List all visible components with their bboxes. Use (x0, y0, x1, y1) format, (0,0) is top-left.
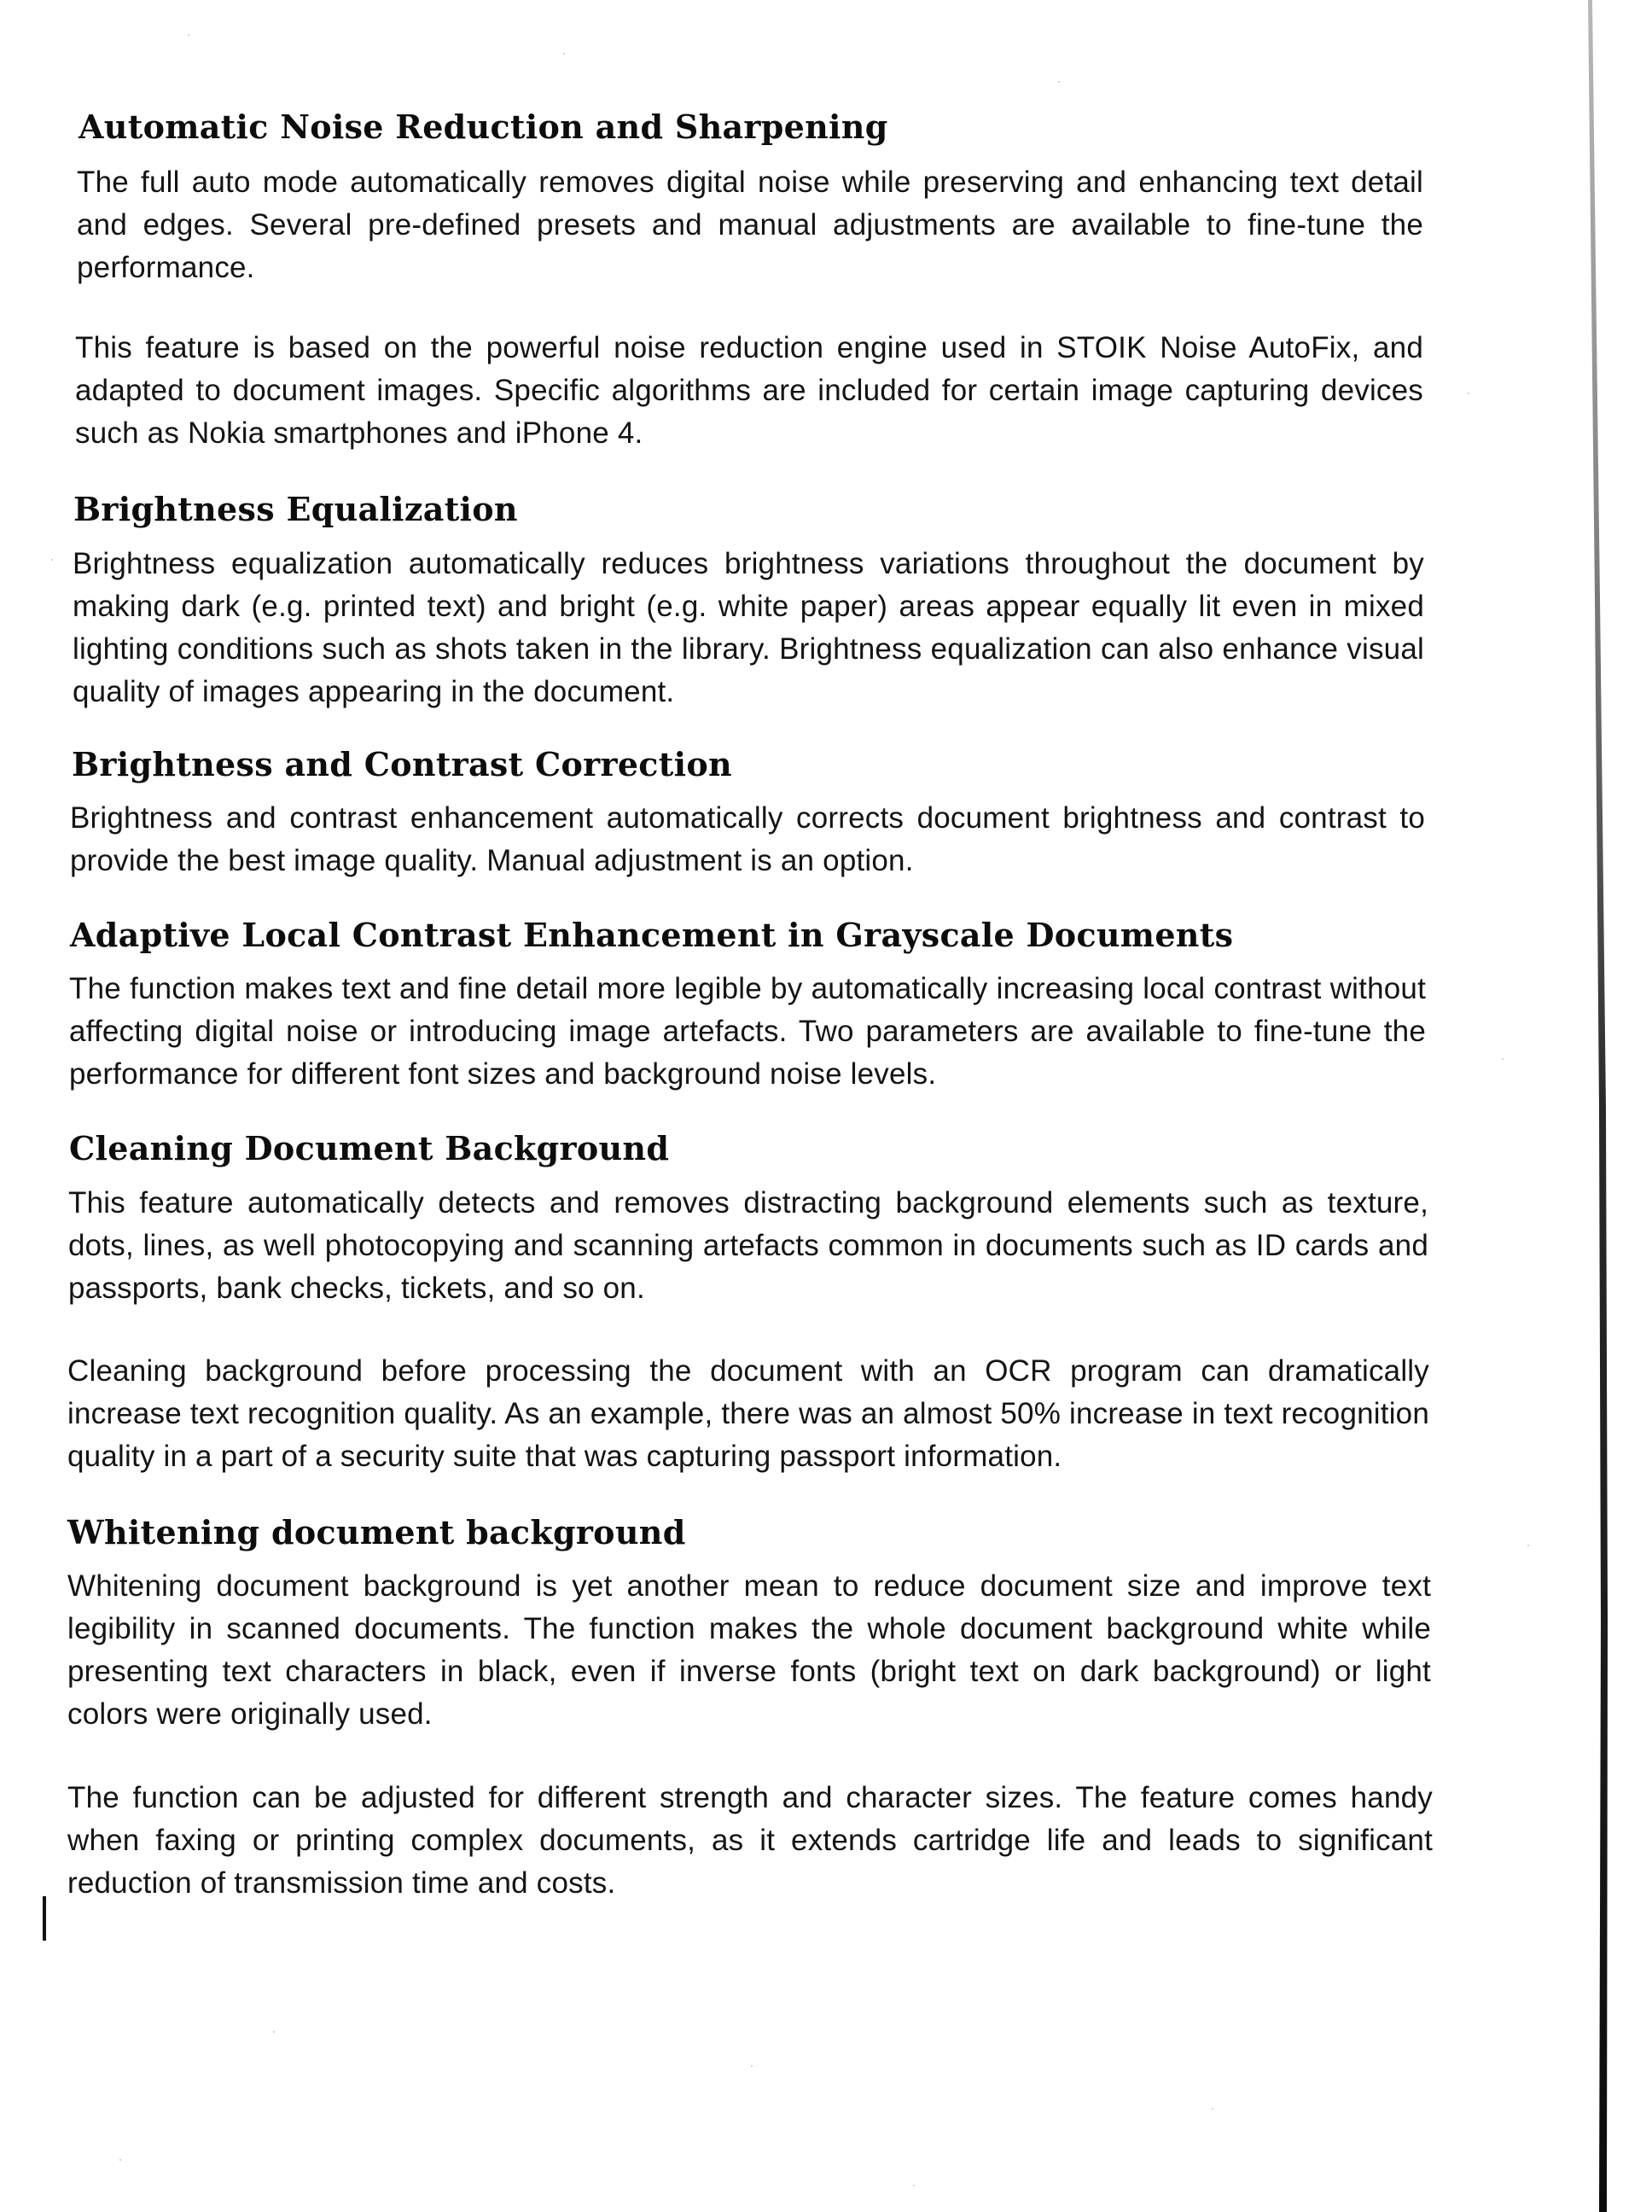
paragraph-cleaning-background-1: This feature automatically detects and removes distracting background elements such as texture, dots, lines, as well photocopying and scanning artefacts common in documents such as ID cards and passports, bank checks, tickets, and so on. (68, 1186, 1428, 1305)
section-heading-whitening-background: Whitening document background (67, 1513, 686, 1551)
paragraph-brightness-contrast: Brightness and contrast enhancement automatically corrects document brightness and contrast to provide the best image quality. Manual adjustment is an option. (70, 801, 1425, 877)
paragraph-whitening-background-2: The function can be adjusted for different strength and character sizes. The feature comes handy when faxing or printing complex documents, as it extends cartridge life and leads to significant reduction of transmission time and costs. (67, 1781, 1433, 1900)
section-heading-cleaning-background: Cleaning Document Background (69, 1129, 670, 1167)
paragraph-cleaning-background-2: Cleaning background before processing the document with an OCR program can dramatically increase text recognition quality. As an example, there was an almost 50% increase in text recognition quality in a part of a security suite that was capturing passport information. (67, 1354, 1429, 1473)
paragraph-whitening-background-1: Whitening document background is yet another mean to reduce document size and improve text legibility in scanned documents. The function makes the whole document background white while presenting text characters in black, even if inverse fonts (bright text on dark background) or light colors were originally used. (67, 1569, 1431, 1731)
paragraph-noise-reduction-2: This feature is based on the powerful noise reduction engine used in STOIK Noise AutoFix, and adapted to document images. Specific algorithms are included for certain image capturing devices such as Nokia smartphones and iPhone 4. (75, 331, 1423, 450)
paragraph-adaptive-local-contrast: The function makes text and fine detail more legible by automatically increasing local contrast without affecting digital noise or introducing image artefacts. Two parameters are available to fine-tune the performance for different font sizes and background noise levels. (69, 972, 1426, 1091)
section-heading-adaptive-local-contrast: Adaptive Local Contrast Enhancement in Grayscale Documents (70, 916, 1234, 954)
section-heading-noise-reduction: Automatic Noise Reduction and Sharpening (79, 108, 888, 146)
text-cursor-mark (43, 1896, 46, 1941)
section-heading-brightness-equalization: Brightness Equalization (73, 490, 518, 528)
paragraph-noise-reduction-1: The full auto mode automatically removes digital noise while preserving and enhancing text detail and edges. Several pre-defined presets and manual adjustments are available to fine-tune the performance. (77, 166, 1423, 284)
section-heading-brightness-contrast: Brightness and Contrast Correction (72, 745, 732, 783)
paragraph-brightness-equalization: Brightness equalization automatically reduces brightness variations throughout the document by making dark (e.g. printed text) and bright (e.g. white paper) areas appear equally lit even in mixed lighting conditions such as shots taken in the library. Brightness equalization can also enhance visual quality of images appearing in the document. (73, 547, 1424, 708)
page-edge-shadow (1579, 0, 1652, 2212)
